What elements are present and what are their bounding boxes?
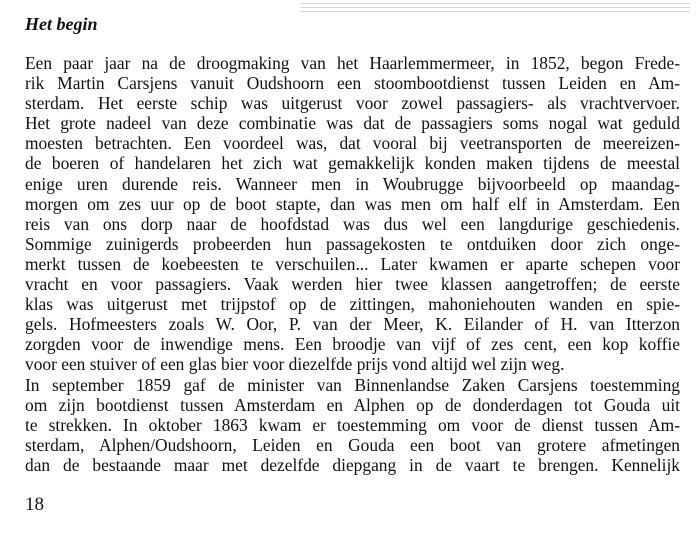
text-line: de boeren of handelaren het zich wat gemakkelijk konden maken tijdens de meestal — [25, 153, 680, 174]
text-line: sterdam, Alphen/Oudshoorn, Leiden en Gouda een boot van grotere afmetingen — [25, 434, 680, 455]
text-line: voor een stuiver of een glas bier voor diezelfde prijs vond altijd wel zijn weg. — [25, 354, 565, 375]
text-line: merkt tussen de koebeesten te verschuilen... Later kwamen er aparte schepen voor — [25, 253, 680, 274]
text-line: vracht en voor passagiers. Vaak werden hier twee klassen aangetroffen; de eerste — [25, 274, 680, 295]
body-text — [25, 53, 680, 475]
scan-bleed-through — [300, 0, 690, 14]
page-number: 18 — [25, 494, 44, 515]
text-line: enige uren durende reis. Wanneer men in Woubrugge bijvoorbeeld op maandag- — [25, 173, 680, 194]
text-line: zorgden voor de inwendige mens. Een broodje van vijf of zes cent, een kop koffie — [25, 334, 680, 355]
text-line: morgen om zes uur op de boot stapte, dan was men om half elf in Amsterdam. Een — [25, 193, 680, 214]
text-line: sterdam. Het eerste schip was uitgerust voor zowel passagiers- als vrachtvervoer. — [25, 93, 680, 114]
text-line: moesten betrachten. Een voordeel was, dat vooral bij veetransporten de meereizen- — [25, 133, 680, 154]
text-line: dan de bestaande maar met dezelfde diepgang in de vaart te brengen. Kennelijk — [25, 454, 680, 475]
text-line: rik Martin Carsjens vanuit Oudshoorn een stoombootdienst tussen Leiden en Am- — [25, 73, 680, 94]
text-line: Sommige zuinigerds probeerden hun passagekosten te ontduiken door zich onge- — [25, 233, 680, 254]
text-line: klas was uitgerust met trijpstof op de zittingen, mahoniehouten wanden en spie- — [25, 294, 680, 315]
text-line: te strekken. In oktober 1863 kwam er toestemming om voor de dienst tussen Am- — [25, 414, 680, 435]
text-line: reis van ons dorp naar de hoofdstad was dus wel een langdurige geschiedenis. — [25, 213, 680, 234]
text-line: gels. Hofmeesters zoals W. Oor, P. van der Meer, K. Eilander of H. van Itterzon — [25, 314, 680, 335]
text-line: Een paar jaar na de droogmaking van het Haarlemmermeer, in 1852, begon Frede- — [25, 53, 680, 73]
text-line: In september 1859 gaf de minister van Binnenlandse Zaken Carsjens toestemming — [25, 374, 680, 395]
section-heading: Het begin — [25, 14, 98, 34]
text-line: om zijn bootdienst tussen Amsterdam en Alphen op de donderdagen tot Gouda uit — [25, 394, 680, 415]
text-line: Het grote nadeel van deze combinatie was dat de passagiers soms nogal wat geduld — [25, 113, 680, 134]
